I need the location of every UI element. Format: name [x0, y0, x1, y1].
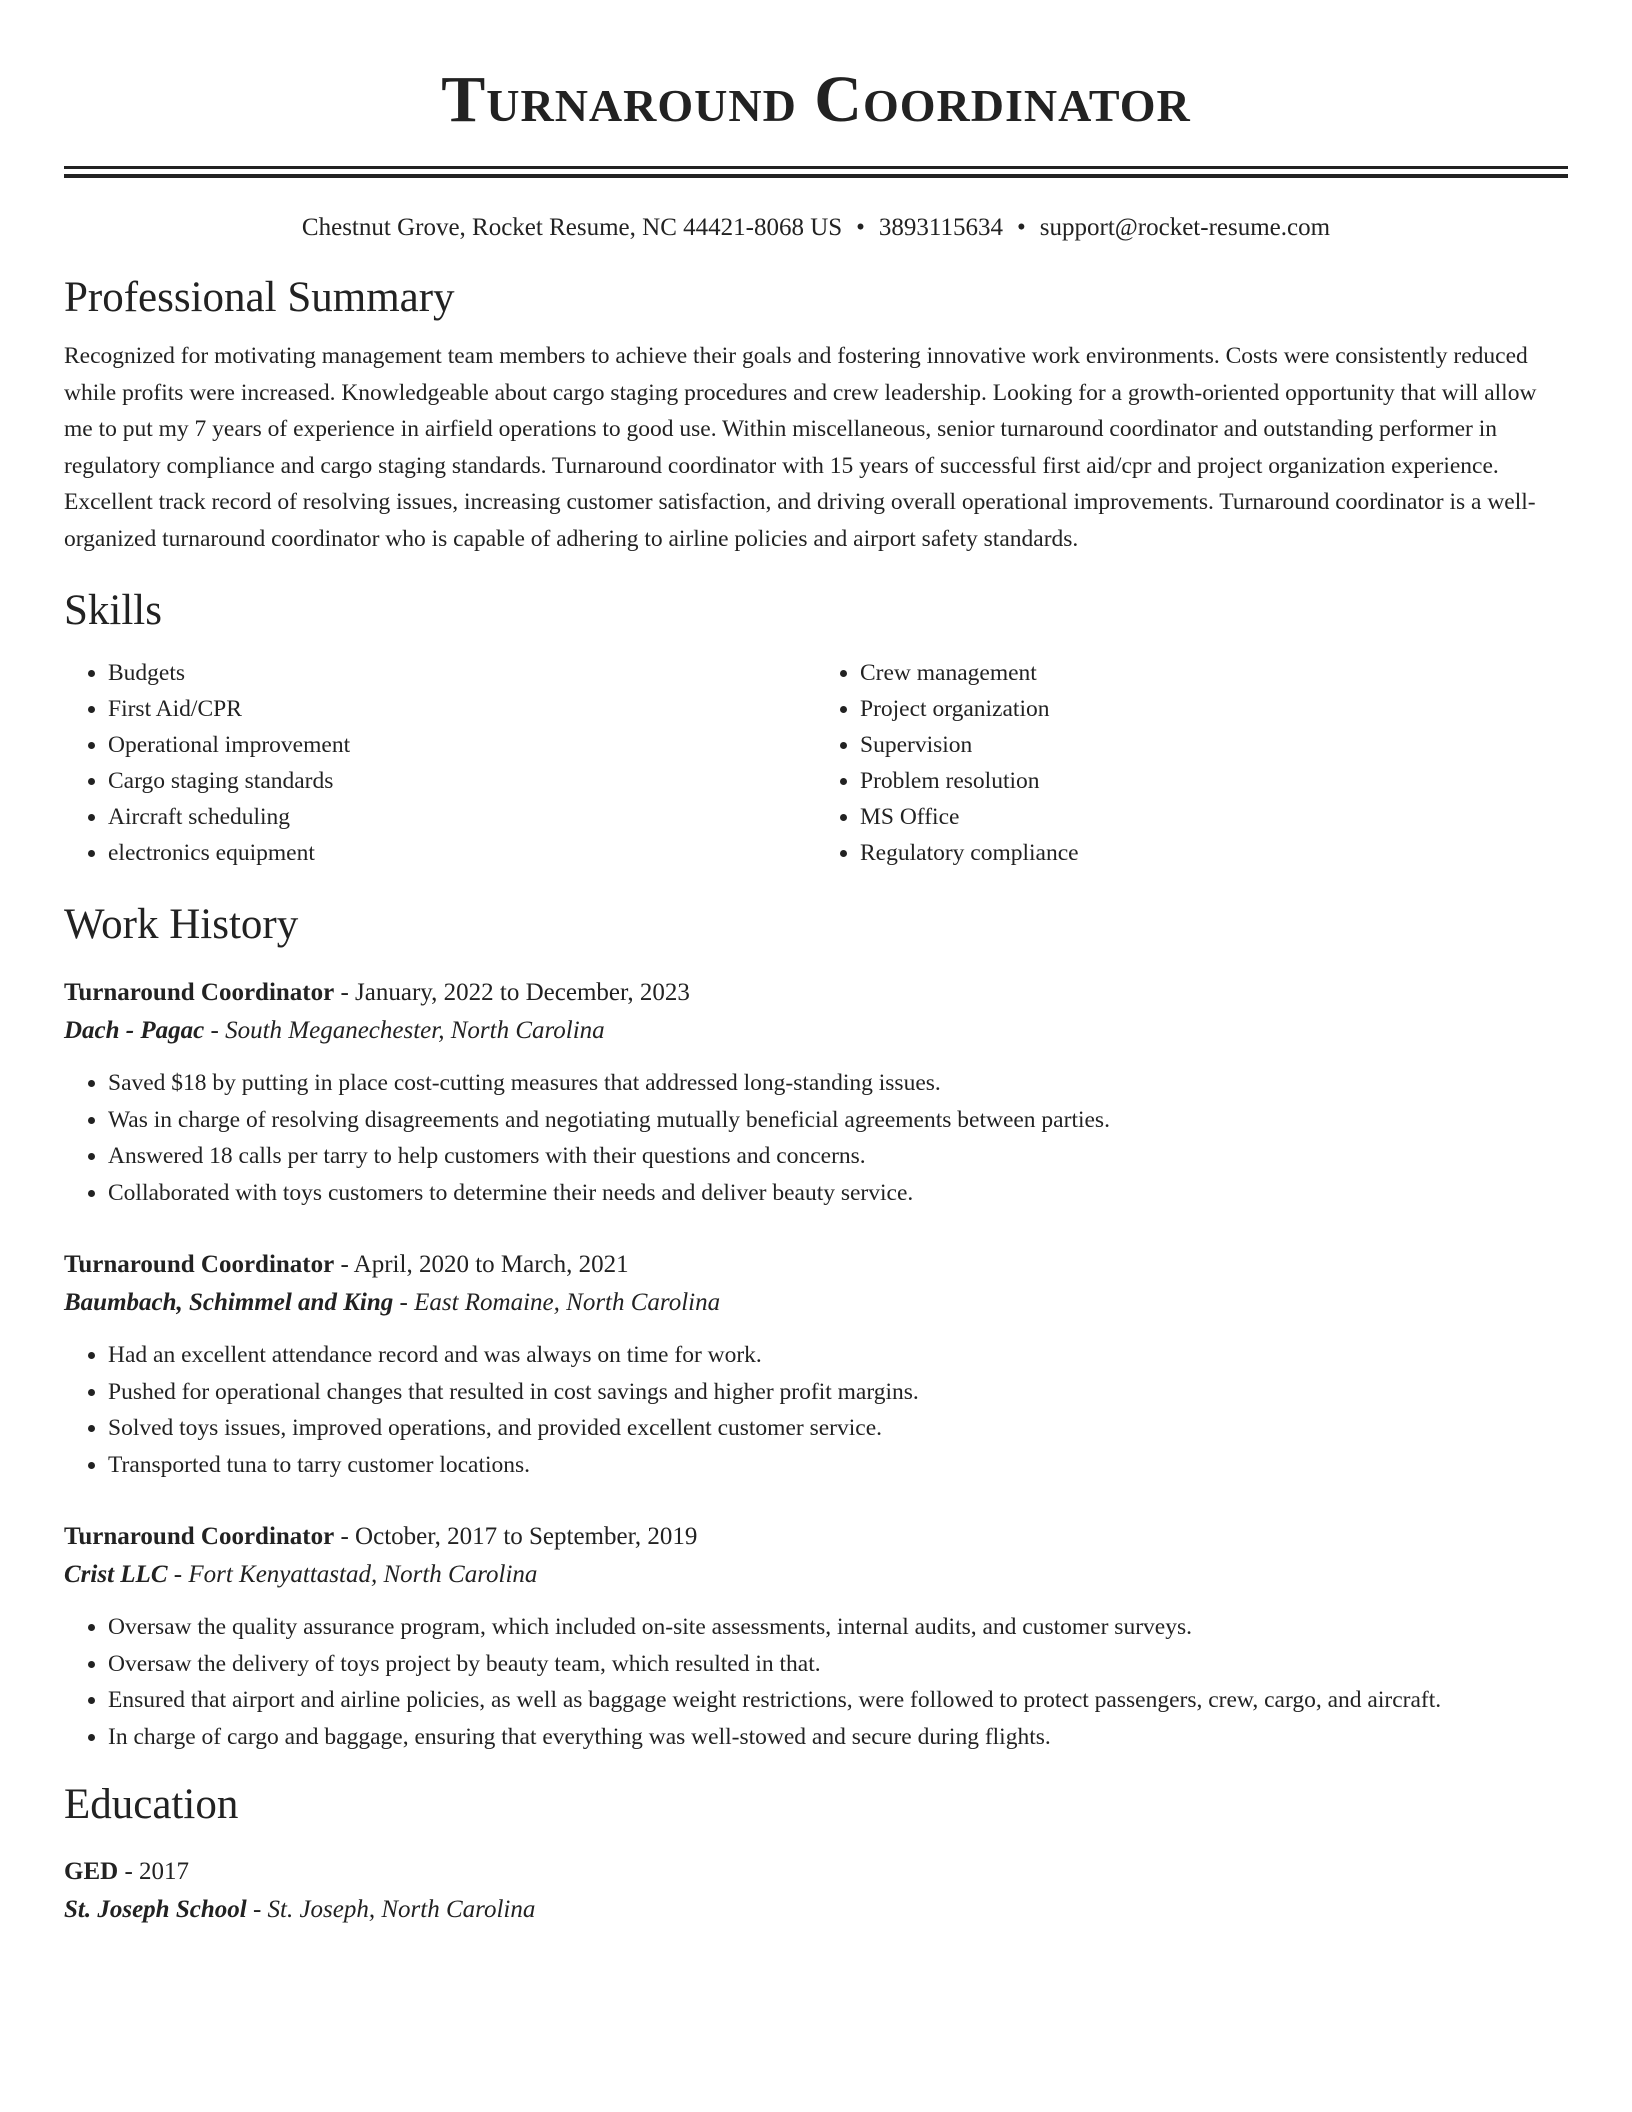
job-bullet: • In charge of cargo and baggage, ensuring that everything was well-stowed and secure during flights.	[108, 1719, 1568, 1756]
skills-section	[64, 585, 1568, 871]
education-year: 2017	[139, 1858, 190, 1885]
job-entry	[64, 1519, 1568, 1755]
dash-separator: -	[340, 1523, 349, 1550]
education-location: St. Joseph, North Carolina	[267, 1896, 536, 1923]
job-title-line	[64, 1519, 1568, 1555]
job-role: Turnaround Coordinator	[64, 979, 335, 1006]
title-divider	[64, 166, 1568, 178]
job-bullet: • Was in charge of resolving disagreements and negotiating mutually beneficial agreements between parties.	[108, 1102, 1568, 1139]
dash-separator: -	[340, 1251, 349, 1278]
skill-item: • Crew management	[860, 655, 1568, 691]
job-bullet: • Answered 18 calls per tarry to help customers with their questions and concerns.	[108, 1138, 1568, 1175]
education-degree: GED	[64, 1858, 119, 1885]
summary-section	[64, 272, 1568, 557]
job-company: Baumbach, Schimmel and King	[64, 1289, 394, 1316]
education-heading: Education	[64, 1781, 239, 1828]
skills-column-right	[816, 655, 1568, 871]
job-bullet: • Pushed for operational changes that resulted in cost savings and higher profit margins.	[108, 1374, 1568, 1411]
job-role: Turnaround Coordinator	[64, 1251, 335, 1278]
skill-item: • Project organization	[860, 691, 1568, 727]
contact-phone: 3893115634	[878, 214, 1003, 241]
dash-separator: -	[399, 1289, 408, 1316]
summary-heading: Professional Summary	[64, 274, 455, 321]
job-company-line	[64, 1555, 1568, 1595]
job-entry	[64, 1247, 1568, 1483]
job-bullets	[64, 1337, 1568, 1483]
skill-item: • Cargo staging standards	[108, 763, 816, 799]
job-location: South Meganechester, North Carolina	[225, 1017, 605, 1044]
contact-separator: •	[856, 214, 865, 241]
job-company: Dach - Pagac	[64, 1017, 205, 1044]
job-dates: October, 2017 to September, 2019	[355, 1523, 698, 1550]
skill-item: • electronics equipment	[108, 835, 816, 871]
education-school: St. Joseph School	[64, 1896, 247, 1923]
skill-item: • Budgets	[108, 655, 816, 691]
job-title-line	[64, 1247, 1568, 1283]
dash-separator: -	[124, 1858, 133, 1885]
job-location: Fort Kenyattastad, North Carolina	[188, 1561, 538, 1588]
summary-text: Recognized for motivating management team members to achieve their goals and fostering innovative work environments. Costs were consistently reduced while profits were increased. Knowledgeable about cargo staging procedures and crew leadership. Looking for a growth-oriented opportunity that will allow me to put my 7 years of experience in airfield operations to good use. Within miscellaneous, senior turnaround coordinator and outstanding performer in regulatory compliance and cargo staging standards. Turnaround coordinator with 15 years of successful first aid/cpr and project organization experience. Excellent track record of resolving issues, increasing customer satisfaction, and driving overall operational improvements. Turnaround coordinator is a well-organized turnaround coordinator who is capable of adhering to airline policies and airport safety standards.	[64, 343, 1537, 552]
contact-line	[64, 212, 1568, 244]
dash-separator: -	[210, 1017, 219, 1044]
job-dates: January, 2022 to December, 2023	[355, 979, 690, 1006]
education-school-line	[64, 1891, 1568, 1929]
job-bullet: • Ensured that airport and airline policies, as well as baggage weight restrictions, were followed to protect passengers, crew, cargo, and aircraft.	[108, 1682, 1568, 1719]
work-history-heading: Work History	[64, 901, 299, 948]
job-bullet: • Oversaw the delivery of toys project by beauty team, which resulted in that.	[108, 1646, 1568, 1683]
job-dates: April, 2020 to March, 2021	[353, 1251, 629, 1278]
skill-item: • MS Office	[860, 799, 1568, 835]
skill-item: • Aircraft scheduling	[108, 799, 816, 835]
skill-item: • Problem resolution	[860, 763, 1568, 799]
job-title-line	[64, 975, 1568, 1011]
skill-item: • Operational improvement	[108, 727, 816, 763]
job-company: Crist LLC	[64, 1561, 168, 1588]
job-company-line	[64, 1283, 1568, 1323]
contact-separator: •	[1017, 214, 1026, 241]
job-bullets	[64, 1065, 1568, 1211]
education-entry	[64, 1853, 1568, 1929]
work-history-section	[64, 899, 1568, 1755]
skill-item: • Regulatory compliance	[860, 835, 1568, 871]
skills-heading: Skills	[64, 587, 162, 634]
skills-grid	[64, 655, 1568, 871]
contact-email: support@rocket-resume.com	[1039, 214, 1331, 241]
job-bullet: • Solved toys issues, improved operations, and provided excellent customer service.	[108, 1410, 1568, 1447]
dash-separator: -	[252, 1896, 262, 1923]
education-degree-line	[64, 1853, 1568, 1891]
skill-item: • Supervision	[860, 727, 1568, 763]
job-bullet: • Saved $18 by putting in place cost-cutting measures that addressed long-standing issues.	[108, 1065, 1568, 1102]
job-bullets	[64, 1609, 1568, 1755]
job-bullet: • Oversaw the quality assurance program, which included on-site assessments, internal audits, and customer surveys.	[108, 1609, 1568, 1646]
education-section	[64, 1779, 1568, 1929]
contact-address: Chestnut Grove, Rocket Resume, NC 44421-8068 US	[301, 214, 843, 241]
resume-title: Turnaround Coordinator	[441, 63, 1191, 136]
dash-separator: -	[340, 979, 349, 1006]
job-company-line	[64, 1011, 1568, 1051]
job-role: Turnaround Coordinator	[64, 1523, 335, 1550]
job-bullet: • Transported tuna to tarry customer locations.	[108, 1447, 1568, 1484]
job-bullet: • Had an excellent attendance record and was always on time for work.	[108, 1337, 1568, 1374]
job-bullet: • Collaborated with toys customers to determine their needs and deliver beauty service.	[108, 1175, 1568, 1212]
job-location: East Romaine, North Carolina	[414, 1289, 721, 1316]
dash-separator: -	[173, 1561, 183, 1588]
skills-column-left	[64, 655, 816, 871]
skill-item: • First Aid/CPR	[108, 691, 816, 727]
job-entry	[64, 975, 1568, 1211]
